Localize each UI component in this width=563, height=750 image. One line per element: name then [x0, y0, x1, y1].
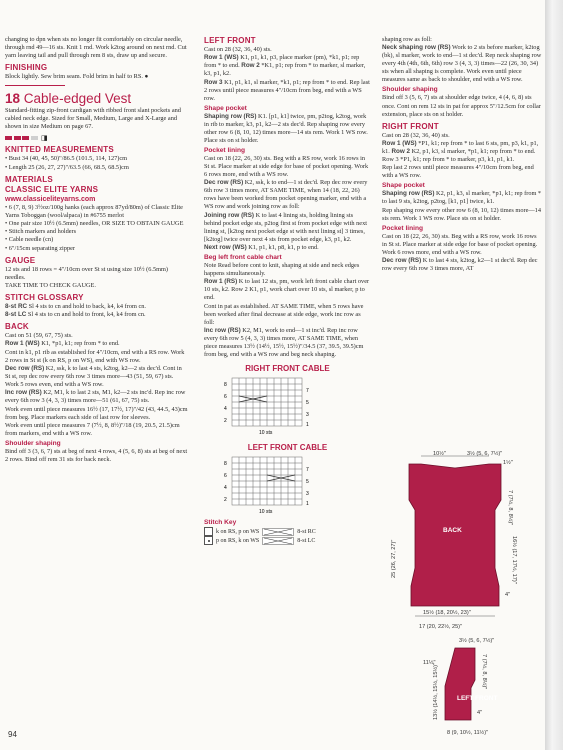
- gauge-check: TAKE TIME TO CHECK GAUGE.: [5, 281, 96, 289]
- row-text: K to last 12 sts, pm, work left front cable chart over 10 sts, k2. Row 2 K1, p1, work chart over 10 sts, sl marker, p to end.: [204, 278, 370, 302]
- stitch-key-row: [204, 536, 371, 545]
- knit-square-icon: [204, 527, 213, 536]
- divider: [5, 85, 65, 86]
- key-label: 8-st RC: [297, 528, 316, 535]
- instruction: [204, 54, 371, 78]
- instruction: [204, 244, 371, 252]
- column-3: [382, 36, 542, 273]
- row-number: 8: [224, 461, 227, 468]
- row-label: Inc row (RS): [204, 326, 241, 334]
- row-number: 4: [224, 406, 227, 413]
- row-text: K1, *p1, k1; rep from * to end.: [39, 340, 120, 348]
- dim-front-rib: 4": [477, 710, 483, 716]
- purl-square-icon: [204, 536, 213, 545]
- row-text: K2, p1, k3, sl marker, *p1, k1; rep from * to last 9 sts, k2tog, p2tog, [k1, p1] twice, k1.: [382, 190, 542, 206]
- row-number: 8: [224, 382, 227, 389]
- dim-side-length: 16½ (17, 17½, 17)": [511, 536, 517, 584]
- row-text: Rep dec row every 6th row 3 times more, AT: [382, 256, 538, 273]
- skill-bar: [22, 136, 29, 140]
- row-text: K to last 4 sts, k2tog, k2—1 st dec'd.: [421, 256, 516, 264]
- row-text: K1. [p1, k1] twice, pm, p2tog, k2tog, work in rib to marker, k3, p1, k2—2 sts dec'd. Rep shaping row every other row 6 (8, 10, 12) times more—14 sts rem. Work 1 WS row. Place sts on st holder.: [204, 112, 368, 144]
- pattern-name: Cable-edged Vest: [23, 91, 132, 107]
- row-label: Next row (WS): [204, 243, 247, 251]
- instruction: Bind off 3 (3, 6, 7) sts at beg of next 4 rows, 4 (5, 6, 8) sts at beg of next 2 rows. Bind off rem 31 sts for back neck.: [5, 447, 188, 464]
- row-number: 3: [306, 491, 309, 498]
- row-text: K2, ssk, k to last 4 sts, k2tog, k2—2 sts dec'd. Cont in St st, rep dec row every 6th row 3 times more—43 (51, 59, 67) sts. Work 5 rows even, end with a WS row.: [5, 365, 182, 389]
- instruction: Cast on 28 (32, 36, 40) sts.: [204, 46, 272, 53]
- row-number: 1: [306, 422, 309, 429]
- instruction: [204, 179, 371, 211]
- instruction: Cont in pat as established. AT SAME TIME, when 5 rows have been worked after final decrease at side edge, work inc row as foll:: [204, 302, 364, 326]
- chart-stitches: 10 sts: [259, 509, 273, 516]
- key-label: k on RS, p on WS: [216, 528, 260, 535]
- glossary-definition: Sl 4 sts to cn and hold to back, k4, k4 from cn.: [27, 302, 146, 310]
- row-number: 7: [306, 467, 309, 474]
- stitch-key-heading: Stitch Key: [204, 519, 237, 527]
- instruction: [382, 44, 542, 84]
- row-text: K1, p1, k1, sl marker, *k1, p1; rep from * to end. Rep last 2 rows until piece measures 4"/10cm from beg, end with a WS row.: [204, 78, 370, 102]
- row-text: Work to 2 sts before marker, k2tog (bk), sl marker, work to end—1 st dec'd. Rep neck shaping row every 4th (4th, 6th, 6th) row 3 (4, 3, 3) times—22 (26, 30, 34) sts when all shaping is complete. Work even until piece measures same as back to shoulder, end with a WS row.: [382, 44, 542, 84]
- instruction: Rep last 2 rows until piece measures 4"/10cm from beg, end with a WS row.: [382, 164, 534, 180]
- back-label: BACK: [443, 527, 462, 534]
- pocket-lining-heading: Pocket lining: [382, 224, 424, 232]
- finishing-text: Block lightly. Sew brim seam. Fold brim in half to RS. ●: [5, 73, 149, 81]
- row-number: 3: [306, 412, 309, 419]
- row-label: Row 1 (WS): [204, 54, 239, 62]
- row-label: Dec row (RS): [204, 179, 244, 187]
- row-number: 6: [224, 473, 227, 480]
- instruction: [204, 79, 371, 103]
- row-label: Row 1 (WS): [5, 340, 40, 348]
- pattern-description: Standard-fitting zip-front cardigan with ribbed front slant pockets and cabled neck edge. Sized for Small, Medium, Large and X-Large and shown in size Medium on page 67.: [5, 107, 181, 131]
- knitted-measurements-heading: KNITTED MEASUREMENTS: [5, 145, 114, 155]
- instruction: Cast on 18 (22, 26, 30) sts. Beg with a RS row, work 16 rows in St st. Place marker at side edge for base of pocket opening. Work 6 rows more, end with a WS row.: [382, 232, 538, 256]
- instruction: Cast on 51 (59, 67, 75) sts.: [5, 332, 73, 340]
- materials-heading: MATERIALS: [5, 174, 53, 184]
- instruction: [204, 327, 371, 359]
- glossary-term: 8-st LC: [5, 311, 27, 319]
- instruction: Note Read before cont to knit, shaping at side and neck edges happens simultaneously.: [204, 262, 360, 278]
- pattern-number: 18: [5, 91, 21, 107]
- material-item: • Stitch markers and holders: [5, 228, 77, 236]
- back-outline: [409, 464, 501, 606]
- instruction: [204, 212, 371, 244]
- row-number: 2: [224, 497, 227, 504]
- hat-instructions-end: changing to dpn when sts no longer fit comfortably on circular needle, through rnd 49—16 sts. Knit 1 rnd. Work k2tog around on next rnd. Cut yarn leaving tail and pull through rem 8 sts, draw up and secure.: [5, 36, 187, 60]
- row-label: Shaping row (RS): [382, 190, 435, 198]
- length-measurement: • Length 25 (26, 27, 27)"/63.5 (66, 68.5, 68.5)cm: [5, 163, 129, 171]
- skill-bar: [14, 136, 21, 140]
- glossary-definition: Sl 4 sts to cn and hold to front, k4, k4 from cn.: [26, 311, 146, 319]
- row-number: 6: [224, 394, 227, 401]
- skill-bar: [5, 136, 12, 140]
- materials-brand: CLASSIC ELITE YARNS: [5, 184, 99, 194]
- instruction: Work even until piece measures 7 (7½, 8, 8½)"/18 (19, 20.5, 21.5)cm from markers, end with a WS row.: [5, 421, 180, 437]
- glossary-item: [5, 303, 188, 311]
- dim-front-armhole: 7 (7½, 8, 8½)": [481, 654, 487, 690]
- dim-shoulder-width: 3½ (5, 6, 7½)": [467, 451, 503, 457]
- column-2: [204, 36, 371, 545]
- key-label: 8-st LC: [297, 537, 316, 544]
- instruction: Rep shaping row every other row 6 (8, 10, 12) times more—14 sts rem. Work 1 WS row. Place sts on st holder.: [382, 206, 541, 222]
- page-edge: [545, 0, 563, 750]
- glossary-term: 8-st RC: [5, 302, 28, 310]
- material-item: • 6 (7, 8, 9) 3½oz/100g hanks (each approx 87yd/80m) of Classic Elite Yarns Toboggan (wool/alpaca) in #6755 merlot: [5, 203, 183, 219]
- row-text: K1, p1, k1, p8, k1, p to end.: [246, 243, 319, 251]
- instruction: Cast on 28 (32, 36, 40) sts.: [382, 131, 450, 139]
- left-front-label: LEFT FRONT: [457, 695, 498, 702]
- row-label: Row 2: [391, 147, 410, 155]
- instruction: [204, 113, 371, 145]
- row-number: 5: [306, 479, 309, 486]
- page-number: 94: [8, 730, 17, 739]
- skill-bar: [31, 136, 38, 140]
- shoulder-shaping-heading: Shoulder shaping: [5, 439, 61, 447]
- material-item: • 6"/15cm separating zipper: [5, 244, 75, 252]
- dim-waist: 15½ (18, 20½, 23)": [423, 610, 471, 616]
- gauge-text: 12 sts and 18 rows = 4"/10cm over St st using size 10½ (6.5mm) needles.: [5, 265, 169, 281]
- row-number: 2: [224, 418, 227, 425]
- material-item: • Cable needle (cn): [5, 236, 54, 244]
- row-number: 4: [224, 485, 227, 492]
- left-front-heading: LEFT FRONT: [204, 36, 256, 45]
- lc-symbol-icon: [262, 537, 294, 545]
- row-label: Joining row (RS): [204, 211, 255, 219]
- left-front-cable-chart: [214, 455, 334, 517]
- instruction: shaping row as foll:: [382, 36, 432, 43]
- row-text: K2, M1, work to end—1 st inc'd. Rep inc row every 6th row 5 (4, 3, 3) times more, AT SAME TIME, when piece measures 13½ (14½, 15½, 15½)"/34.5 (37, 39.5, 39.5)cm from beg, end with a WS row and beg neck shaping.: [204, 326, 364, 359]
- row-number: 1: [306, 501, 309, 508]
- key-label: p on RS, k on WS: [216, 537, 260, 544]
- beg-cable-heading: Beg left front cable chart: [204, 254, 282, 262]
- finishing-heading: FINISHING: [5, 63, 48, 73]
- dim-front-hem: 8 (9, 10½, 11½)": [447, 730, 489, 736]
- stitch-key-row: [204, 527, 371, 536]
- row-text: K2, ssk, k to end—1 st dec'd. Rep dec row every 6th row 3 times more, AT SAME TIME, when 14 (18, 22, 26) rows have been worked from pocket opening marker, end with a WS row and work joining row as foll:: [204, 179, 368, 211]
- skill-level-indicator: [5, 133, 188, 142]
- material-item: • One pair size 10½ (6.5mm) needles, OR SIZE TO OBTAIN GAUGE: [5, 219, 184, 227]
- dim-top-width: 10½": [433, 451, 446, 457]
- left-front-outline: [445, 648, 475, 720]
- row-text: K2, M1, k to last 2 sts, M1, k2—2 sts inc'd. Rep inc row every 6th row 3 (4, 3, 3) times more—51 (61, 67, 75) sts.: [5, 389, 186, 405]
- stitch-glossary-heading: STITCH GLOSSARY: [5, 292, 84, 302]
- row-number: 7: [306, 388, 309, 395]
- row-text: K2, p1, k3, sl marker, *p1, k1; rep from * to end. Row 3 *P1, k1; rep from * to marker, p3, k1, p1, k1.: [382, 147, 536, 163]
- instruction: Work even until piece measures 16½ (17, 17½, 17)"/42 (43, 44.5, 43)cm from beg. Place markers each side of last row for sleeves.: [5, 405, 188, 421]
- row-text: *K1, p1; rep from * to marker, sl marker, k3, p1, k2.: [204, 62, 366, 78]
- glossary-item: [5, 311, 188, 319]
- shoulder-shaping-heading: Shoulder shaping: [382, 86, 438, 94]
- dim-armhole: 7 (7½, 8, 8½)": [507, 490, 513, 526]
- chart-stitches: 10 sts: [259, 430, 273, 437]
- instruction: Cast on 18 (22, 26, 30) sts. Beg with a RS row, work 16 rows in St st. Place marker at side edge for base of pocket opening. Work 6 rows more, end with a WS row.: [204, 154, 369, 178]
- row-label: Neck shaping row (RS): [382, 44, 451, 52]
- dim-hem: 17 (20, 22½, 25)": [419, 624, 463, 630]
- row-label: Row 1 (RS): [204, 278, 238, 286]
- dim-front-neck: 11½": [423, 660, 436, 666]
- right-front-heading: RIGHT FRONT: [382, 121, 439, 131]
- right-front-cable-title: RIGHT FRONT CABLE: [245, 364, 330, 374]
- instruction: [5, 365, 188, 389]
- back-heading: BACK: [5, 322, 29, 332]
- garment-schematic: [383, 450, 543, 740]
- row-text: *P1, k1; rep from * to last 6 sts, pm, p3, k1, p1, k1.: [382, 139, 539, 155]
- row-label: Row 1 (WS): [382, 139, 417, 147]
- instruction: Cont in k1, p1 rib as established for 4"/10cm, end with a RS row. Work 2 rows in St st (k on RS, p on WS), end with WS row.: [5, 348, 185, 364]
- dim-front-shoulder: 3½ (5, 6, 7½)": [459, 638, 495, 644]
- row-label: Row 2: [241, 62, 260, 70]
- instruction: Bind off 3 (5, 6, 7) sts at shoulder edge twice, 4 (4, 6, 8) sts once. Cont on rem 12 sts in pat for approx 5"/12.5cm for collar extension, place sts on st holder.: [382, 94, 541, 118]
- dim-front-side: 13½ (14½, 15½, 15½)": [433, 662, 439, 720]
- left-front-cable-title: LEFT FRONT CABLE: [247, 443, 328, 453]
- row-label: Dec row (RS): [382, 256, 422, 264]
- row-label: Shaping row (RS): [204, 112, 257, 120]
- row-number: 5: [306, 400, 309, 407]
- gauge-heading: GAUGE: [5, 255, 36, 265]
- materials-url: www.classiceliteyarns.com: [5, 195, 96, 203]
- shape-pocket-heading: Shape pocket: [204, 104, 247, 112]
- dim-total-length: 25 (26, 27, 27)": [391, 539, 397, 578]
- rc-symbol-icon: [262, 528, 294, 536]
- instruction: [5, 340, 188, 348]
- pocket-lining-heading: Pocket lining: [204, 146, 246, 154]
- right-front-cable-chart: [214, 376, 334, 438]
- row-text: K1, p1, k1, p3, place marker (pm), *k1, p1; rep from * to end.: [204, 54, 360, 70]
- instruction: [5, 389, 188, 405]
- dim-rib: 4": [505, 592, 511, 598]
- pattern-title: [5, 90, 188, 107]
- row-label: Row 3: [204, 78, 223, 86]
- column-1: [5, 36, 188, 464]
- row-label: Inc row (RS): [5, 389, 42, 397]
- instruction: [382, 190, 542, 206]
- shape-pocket-heading: Shape pocket: [382, 182, 425, 190]
- bust-measurement: • Bust 34 (40, 45, 50)"/86.5 (101.5, 114, 127)cm: [5, 155, 128, 163]
- dim-neck-depth: 1½": [503, 460, 513, 466]
- row-text: K to last 4 lining sts, holding lining sts behind pocket edge sts, p2tog first st from pocket edge with next lining st, [k2tog next pocket edge st with next lining st] 3 times, [k2tog] twice over next 4 sts from pocket edge, k3, p1, k2.: [204, 211, 367, 243]
- instruction: [204, 278, 371, 302]
- instruction: [382, 140, 542, 164]
- skill-symbol-icon: ◨: [41, 133, 48, 142]
- instruction: [382, 257, 542, 273]
- row-label: Dec row (RS): [5, 365, 45, 372]
